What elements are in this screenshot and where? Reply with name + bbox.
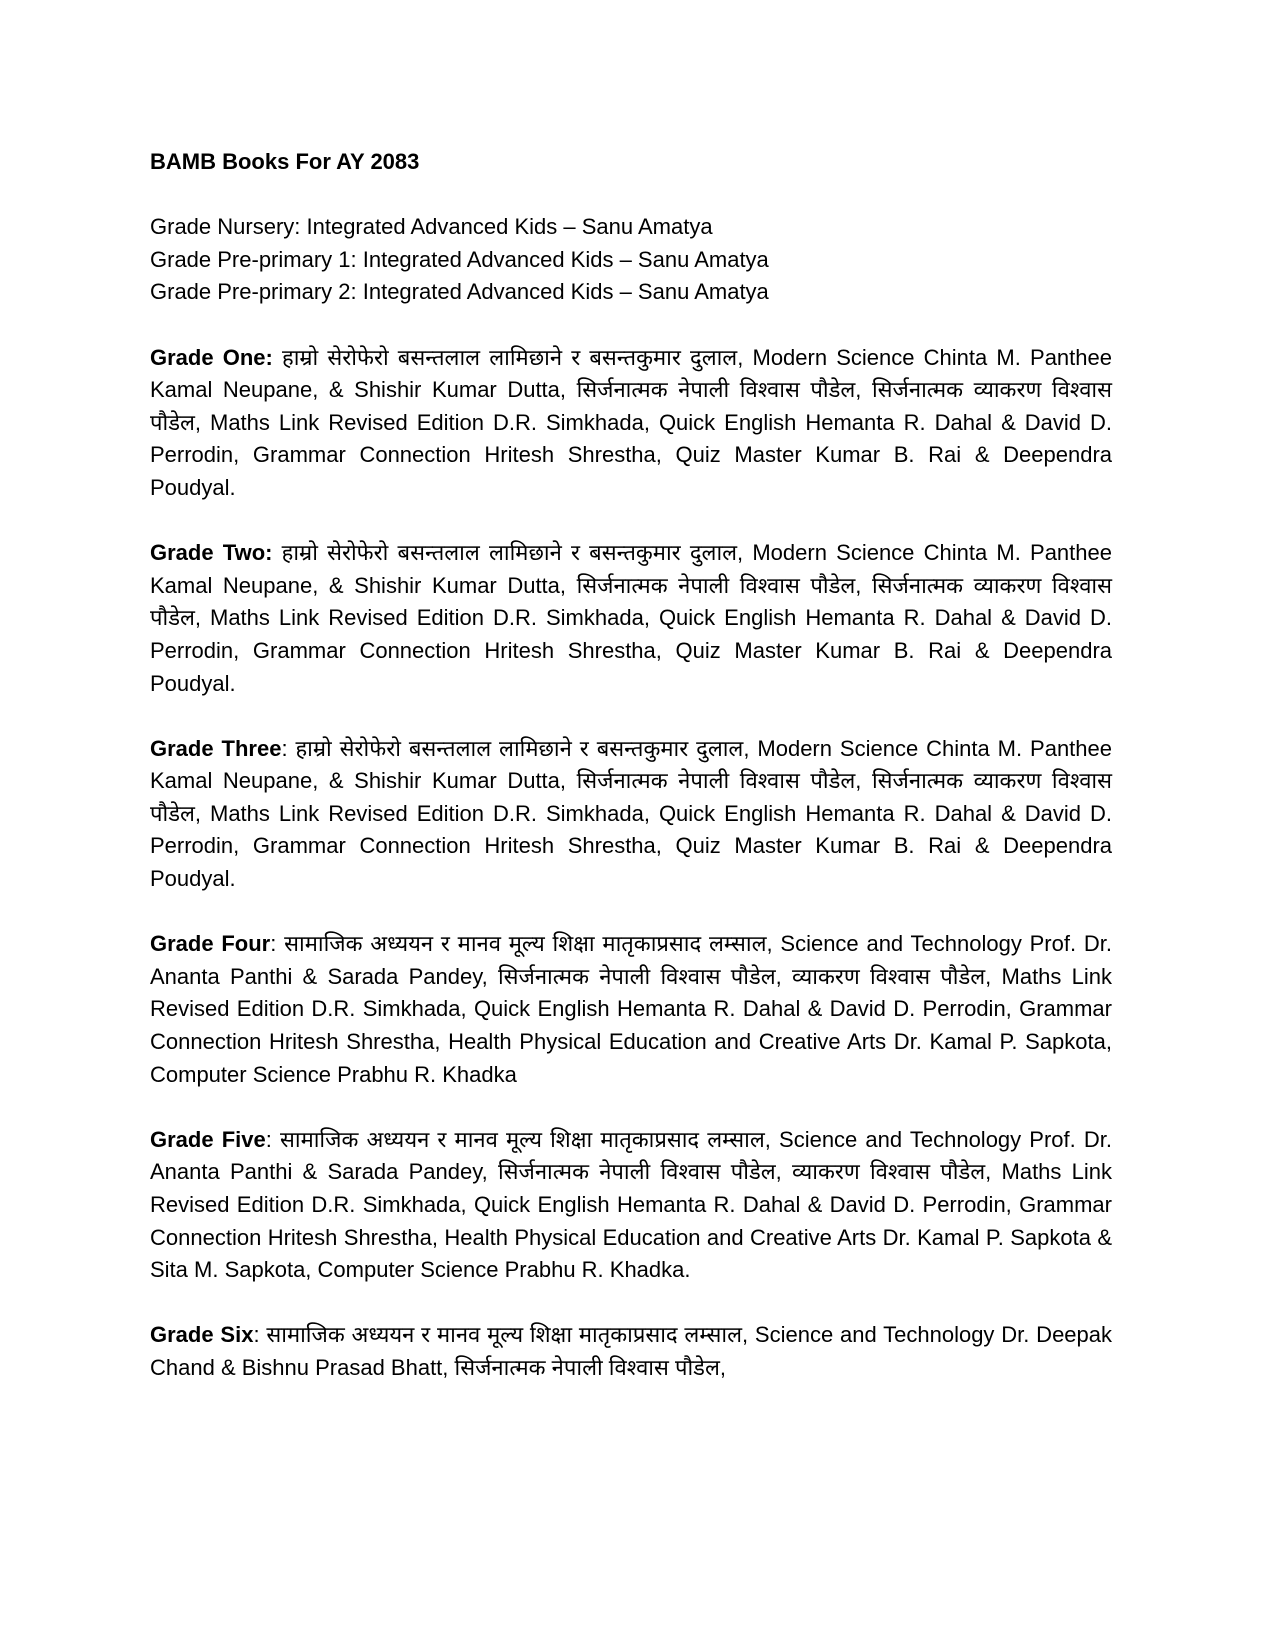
grade-sep: : — [253, 1322, 260, 1348]
grade-sep: : — [270, 931, 277, 957]
grade-label: Grade Two: — [150, 540, 273, 566]
grade-books: सामाजिक अध्ययन र मानव मूल्य शिक्षा मातृकाप्रसाद लम्साल, Science and Technology Prof. Dr. Ananta Panthi & Sarada Pandey, सिर्जनात्मक नेपाली विश्वास पौडेल, व्याकरण विश्वास पौडेल, Maths Link Revised Edition D.R. Simkhada, Quick English Hemanta R. Dahal & David D. Perrodin, Grammar Connection Hritesh Shrestha, Health Physical Education and Creative Arts Dr. Kamal P. Sapkota & Sita M. Sapkota, Computer Science Prabhu R. Khadka. — [150, 1126, 1112, 1283]
intro-label: Grade Pre-primary 2: — [150, 279, 357, 305]
grade-label: Grade Six — [150, 1322, 254, 1348]
intro-text: Integrated Advanced Kids – Sanu Amatya — [356, 246, 769, 272]
grade-label: Grade Three — [150, 735, 282, 761]
grade-paragraph-five — [150, 1124, 1112, 1287]
intro-label: Grade Pre-primary 1: — [150, 246, 357, 272]
grade-books: सामाजिक अध्ययन र मानव मूल्य शिक्षा मातृकाप्रसाद लम्साल, Science and Technology Prof. Dr. Ananta Panthi & Sarada Pandey, सिर्जनात्मक नेपाली विश्वास पौडेल, व्याकरण विश्वास पौडेल, Maths Link Revised Edition D.R. Simkhada, Quick English Hemanta R. Dahal & David D. Perrodin, Grammar Connection Hritesh Shrestha, Health Physical Education and Creative Arts Dr. Kamal P. Sapkota, Computer Science Prabhu R. Khadka — [150, 931, 1112, 1087]
grade-sep: : — [265, 1126, 272, 1152]
intro-text: Integrated Advanced Kids – Sanu Amatya — [300, 214, 713, 240]
grade-books: सामाजिक अध्ययन र मानव मूल्य शिक्षा मातृकाप्रसाद लम्साल, Science and Technology Dr. Deepak Chand & Bishnu Prasad Bhatt, सिर्जनात्मक नेपाली विश्वास पौडेल, — [150, 1322, 1113, 1380]
intro-line-pre-primary-2 — [150, 276, 1112, 309]
grade-label: Grade Four — [150, 931, 271, 957]
grade-books: हाम्रो सेरोफेरो बसन्तलाल लामिछाने र बसन्तकुमार दुलाल, Modern Science Chinta M. Panthee Kamal Neupane, & Shishir Kumar Dutta, सिर्जनात्मक नेपाली विश्वास पौडेल, सिर्जनात्मक व्याकरण विश्वास पौडेल, Maths Link Revised Edition D.R. Simkhada, Quick English Hemanta R. Dahal & David D. Perrodin, Grammar Connection Hritesh Shrestha, Quiz Master Kumar B. Rai & Deependra Poudyal. — [150, 735, 1112, 892]
intro-label: Grade Nursery: — [150, 214, 301, 240]
grade-label: Grade Five — [150, 1126, 266, 1152]
grade-sep: : — [281, 735, 288, 761]
grade-paragraph-one — [150, 342, 1112, 505]
document-page — [150, 146, 1112, 1385]
intro-line-pre-primary-1 — [150, 244, 1112, 277]
intro-text: Integrated Advanced Kids – Sanu Amatya — [356, 279, 769, 305]
grade-books: हाम्रो सेरोफेरो बसन्तलाल लामिछाने र बसन्तकुमार दुलाल, Modern Science Chinta M. Panthee Kamal Neupane, & Shishir Kumar Dutta, सिर्जनात्मक नेपाली विश्वास पौडेल, सिर्जनात्मक व्याकरण विश्वास पौडेल, Maths Link Revised Edition D.R. Simkhada, Quick English Hemanta R. Dahal & David D. Perrodin, Grammar Connection Hritesh Shrestha, Quiz Master Kumar B. Rai & Deependra Poudyal. — [150, 540, 1112, 696]
grade-paragraph-six — [150, 1319, 1112, 1384]
grade-paragraph-three — [150, 733, 1112, 896]
document-title: BAMB Books For AY 2083 — [150, 149, 420, 174]
grade-paragraph-two — [150, 537, 1112, 700]
intro-lines — [150, 211, 1112, 309]
intro-line-nursery — [150, 211, 1112, 244]
grade-label: Grade One: — [150, 344, 273, 370]
grade-books: हाम्रो सेरोफेरो बसन्तलाल लामिछाने र बसन्तकुमार दुलाल, Modern Science Chinta M. Panthee Kamal Neupane, & Shishir Kumar Dutta, सिर्जनात्मक नेपाली विश्वास पौडेल, सिर्जनात्मक व्याकरण विश्वास पौडेल, Maths Link Revised Edition D.R. Simkhada, Quick English Hemanta R. Dahal & David D. Perrodin, Grammar Connection Hritesh Shrestha, Quiz Master Kumar B. Rai & Deependra Poudyal. — [150, 344, 1112, 500]
grade-paragraph-four — [150, 928, 1112, 1091]
